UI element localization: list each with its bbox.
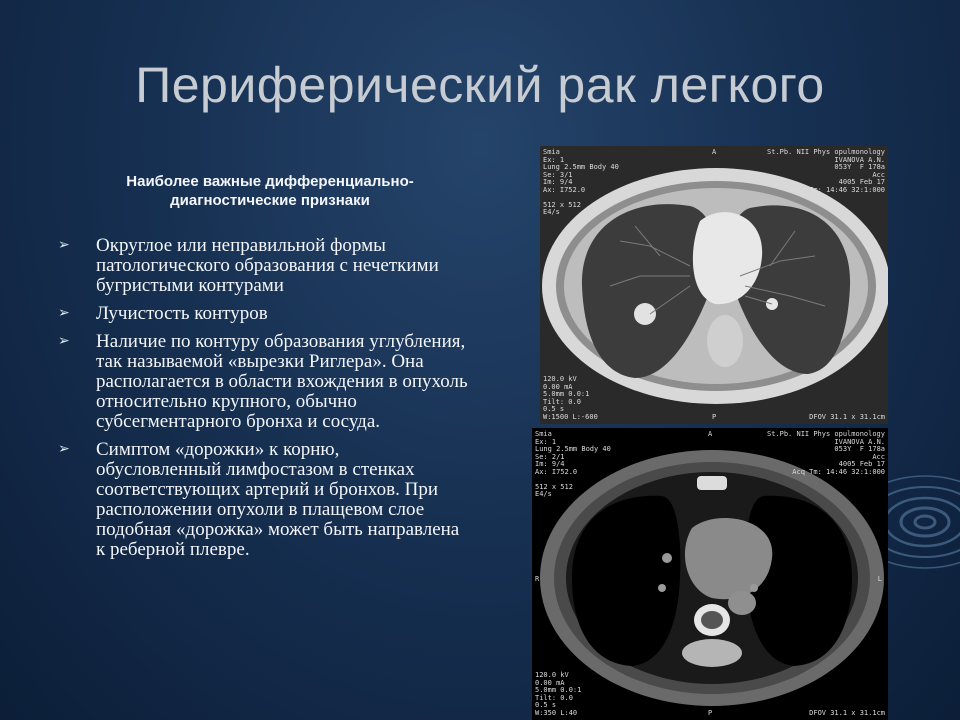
ct-overlay-bottom-right: DFOV 31.1 x 31.1cm bbox=[809, 708, 885, 717]
bullet-item bbox=[58, 332, 468, 432]
ct-overlay-bottom-center: P bbox=[712, 412, 717, 421]
ct-overlay-top-right: St.Pb. NII Phys opulmonology IVANOVA A.N. 053Y F 178a Acc 4005 Feb 17 Acq Tm: 14:46 32:1:000 bbox=[766, 148, 885, 194]
arrow-bullet-icon: ➢ bbox=[58, 306, 70, 321]
ct-scan-mediastinal-window bbox=[532, 428, 888, 720]
ct-overlay-mid-left: R bbox=[543, 285, 548, 293]
ct-overlay-top-right: St.Pb. NII Phys opulmonology IVANOVA A.N. 053Y F 178a Acc 4005 Feb 17 Acq Tm: 14:46 32:1:000 bbox=[766, 430, 885, 476]
ct-overlay-top-left: Smia Ex: 1 Lung 2.5mm Body 40 Se: 2/1 Im: 9/4 Ax: I752.0 512 x 512 E4/s bbox=[535, 430, 611, 498]
bullet-list bbox=[58, 236, 468, 568]
bullet-text: Симптом «дорожки» к корню, обусловленный лимфостазом в стенках соответствующих артерий и бронхов. При расположении опухоли в плащевом слое подобная «дорожка» может быть направлена к реберной плевре. bbox=[96, 439, 460, 560]
arrow-bullet-icon: ➢ bbox=[58, 238, 70, 253]
ct-overlay-bottom-center: P bbox=[708, 708, 713, 717]
bullet-text: Округлое или неправильной формы патологического образования с нечеткими бугристыми контурами bbox=[96, 235, 439, 296]
bullet-item bbox=[58, 440, 468, 560]
ct-overlay-mid-left: R bbox=[535, 575, 540, 583]
ct-overlay-top-center: A bbox=[712, 148, 717, 156]
slide-subtitle: Наиболее важные дифференциально-диагностические признаки bbox=[126, 173, 414, 209]
arrow-bullet-icon: ➢ bbox=[58, 442, 70, 457]
bullet-text: Наличие по контуру образования углубления, так называемой «вырезки Риглера». Она располагается в области вхождения в опухоль относительно крупного, обычно субсегментарного бронха и сосуда. bbox=[96, 331, 468, 432]
slide-title: Периферический рак легкого bbox=[135, 57, 825, 113]
ct-overlay-bottom-right: DFOV 31.1 x 31.1cm bbox=[809, 412, 885, 421]
ct-scan-lung-window bbox=[540, 146, 888, 424]
ct-overlay-top-left: Smia Ex: 1 Lung 2.5mm Body 40 Se: 3/1 Im: 9/4 Ax: I752.0 512 x 512 E4/s bbox=[543, 148, 619, 216]
ct-overlay-bottom-left: 120.0 kV 0.00 mA 5.0mm 0.0:1 Tilt: 0.0 0.5 s W:350 L:40 bbox=[535, 671, 582, 717]
ct-overlay-mid-right: L bbox=[877, 575, 882, 583]
bullet-item bbox=[58, 304, 468, 324]
bullet-item bbox=[58, 236, 468, 296]
bullet-text: Лучистость контуров bbox=[96, 303, 268, 324]
ct-overlay-bottom-left: 120.0 kV 0.00 mA 5.0mm 0.0:1 Tilt: 0.0 0.5 s W:1500 L:-600 bbox=[543, 375, 598, 421]
arrow-bullet-icon: ➢ bbox=[58, 334, 70, 349]
ct-overlay-mid-right: L bbox=[877, 285, 882, 293]
ct-overlay-top-center: A bbox=[708, 430, 713, 438]
